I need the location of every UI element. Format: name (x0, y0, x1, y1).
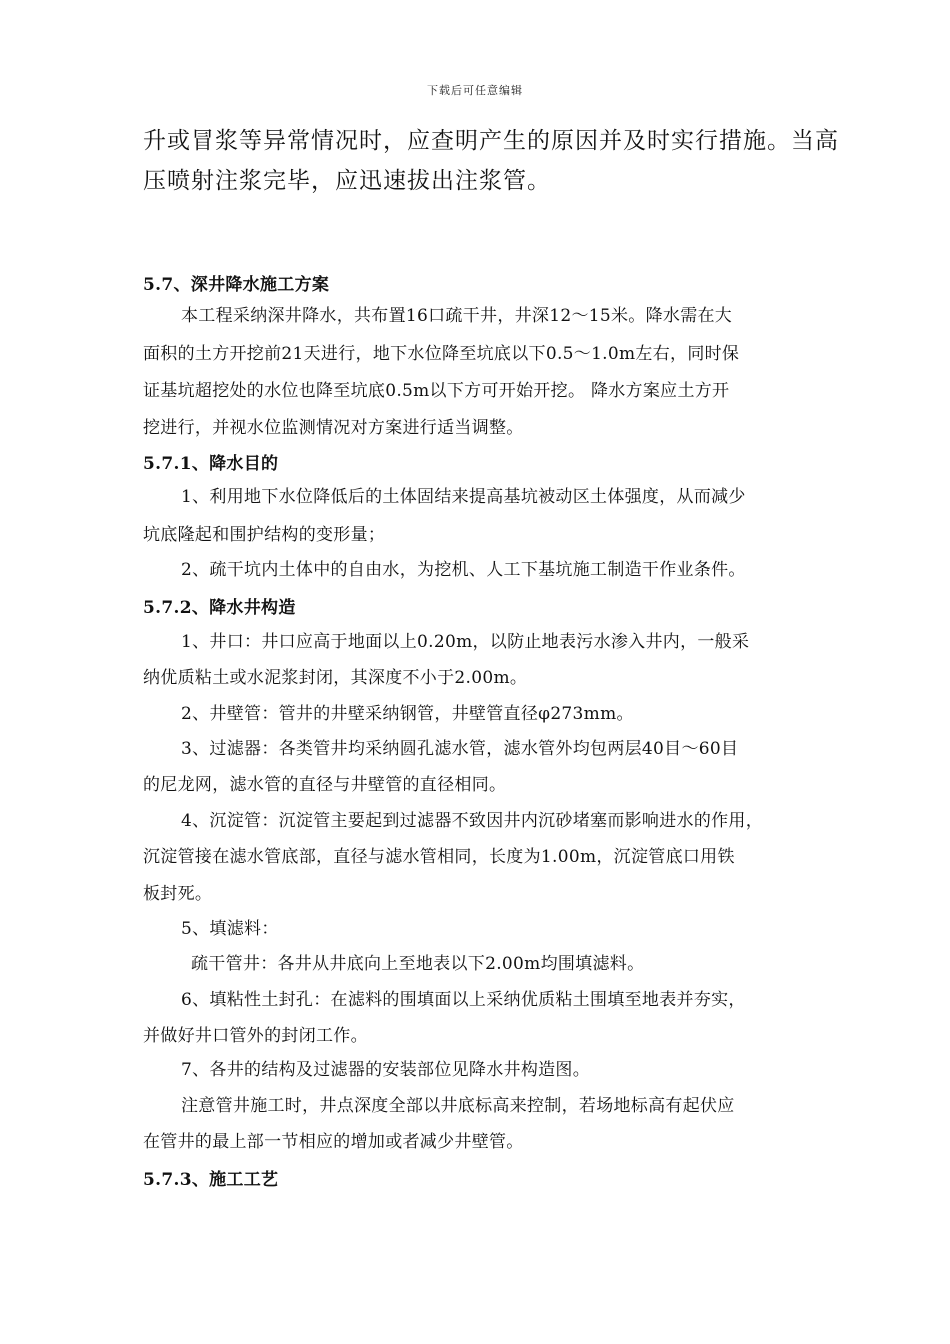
paragraph-line: 3、过滤器：各类管井均采纳圆孔滤水管，滤水管外均包两层40目～60目 (181, 739, 739, 759)
section-heading-5-7-3: 5.7.3、施工工艺 (143, 1170, 279, 1190)
paragraph-line: 挖进行，并视水位监测情况对方案进行适当调整。 (143, 418, 524, 438)
paragraph-line: 证基坑超挖处的水位也降至坑底0.5m以下方可开始开挖。 降水方案应土方开 (143, 381, 730, 401)
paragraph-line: 在管井的最上部一节相应的增加或者减少井壁管。 (143, 1132, 524, 1152)
paragraph-line: 本工程采纳深井降水，共布置16口疏干井，井深12～15米。降水需在大 (181, 306, 733, 326)
intro-line-1: 升或冒浆等异常情况时，应查明产生的原因并及时实行措施。当高 (143, 128, 839, 154)
intro-line-2: 压喷射注浆完毕，应迅速拔出注浆管。 (143, 168, 551, 194)
paragraph-line: 2、疏干坑内土体中的自由水，为挖机、人工下基坑施工制造干作业条件。 (181, 560, 746, 580)
paragraph-line: 沉淀管接在滤水管底部，直径与滤水管相同，长度为1.00m，沉淀管底口用铁 (143, 847, 735, 867)
paragraph-line: 板封死。 (143, 884, 213, 904)
section-heading-5-7: 5.7、深井降水施工方案 (143, 275, 330, 295)
paragraph-line: 7、各井的结构及过滤器的安装部位见降水井构造图。 (181, 1060, 591, 1080)
paragraph-line: 6、填粘性土封孔：在滤料的围填面以上采纳优质粘土围填至地表并夯实， (181, 990, 746, 1010)
page-header: 下载后可任意编辑 (427, 84, 523, 97)
paragraph-line: 4、沉淀管：沉淀管主要起到过滤器不致因井内沉砂堵塞而影响进水的作用， (181, 811, 764, 831)
paragraph-line: 1、利用地下水位降低后的土体固结来提高基坑被动区土体强度，从而减少 (181, 487, 746, 507)
section-heading-5-7-2: 5.7.2、降水井构造 (143, 598, 296, 618)
paragraph-line: 1、井口：井口应高于地面以上0.20m，以防止地表污水渗入井内，一般采 (181, 632, 750, 652)
paragraph-line: 5、填滤料： (181, 919, 279, 939)
paragraph-line: 面积的土方开挖前21天进行，地下水位降至坑底以下0.5～1.0m左右，同时保 (143, 344, 740, 364)
paragraph-line: 注意管井施工时，井点深度全部以井底标高来控制，若场地标高有起伏应 (181, 1096, 735, 1116)
paragraph-line: 坑底隆起和围护结构的变形量； (143, 525, 386, 545)
paragraph-line: 并做好井口管外的封闭工作。 (143, 1026, 368, 1046)
section-heading-5-7-1: 5.7.1、降水目的 (143, 454, 279, 474)
paragraph-line: 的尼龙网，滤水管的直径与井壁管的直径相同。 (143, 775, 507, 795)
paragraph-line: 疏干管井：各井从井底向上至地表以下2.00m均围填滤料。 (191, 954, 645, 974)
paragraph-line: 纳优质粘土或水泥浆封闭，其深度不小于2.00m。 (143, 668, 528, 688)
paragraph-line: 2、井壁管：管井的井壁采纳钢管，井壁管直径φ273mm。 (181, 704, 634, 724)
